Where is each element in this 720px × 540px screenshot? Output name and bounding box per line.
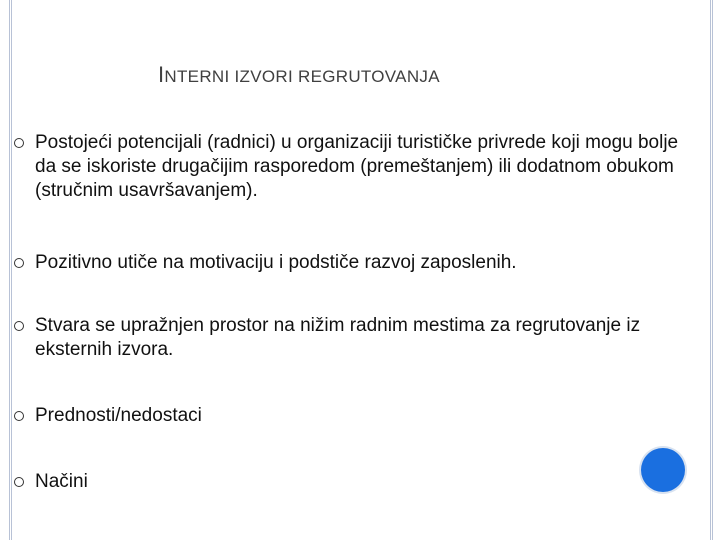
bullet-text: Pozitivno utiče na motivaciju i podstiče razvoj zaposlenih. [35, 252, 517, 273]
blue-circle-decoration [641, 448, 685, 492]
slide-title-initial: I [158, 62, 165, 87]
bullet-text: Prednosti/nedostaci [35, 405, 202, 426]
right-border-decoration [710, 0, 720, 540]
bullet-circle-icon [14, 477, 24, 487]
slide-title [158, 60, 440, 92]
bullet-circle-icon [14, 138, 24, 148]
bullet-circle-icon [14, 258, 24, 268]
bullet-text: Stvara se upražnjen prostor na nižim radnim mestima za regrutovanje iz eksternih izvora. [35, 315, 641, 360]
bullet-circle-icon [14, 321, 24, 331]
bullet-circle-icon [14, 411, 24, 421]
left-border-decoration [0, 0, 12, 540]
bullet-text: Postojeći potencijali (radnici) u organizaciji turističke privrede koji mogu bolje da se iskoriste drugačijim rasporedom (premeštanjem) ili dodatnom obukom (stručnim usavršavanjem). [35, 132, 679, 201]
bullet-text: Načini [35, 471, 88, 492]
slide-title-rest: NTERNI IZVORI REGRUTOVANJA [164, 67, 440, 86]
